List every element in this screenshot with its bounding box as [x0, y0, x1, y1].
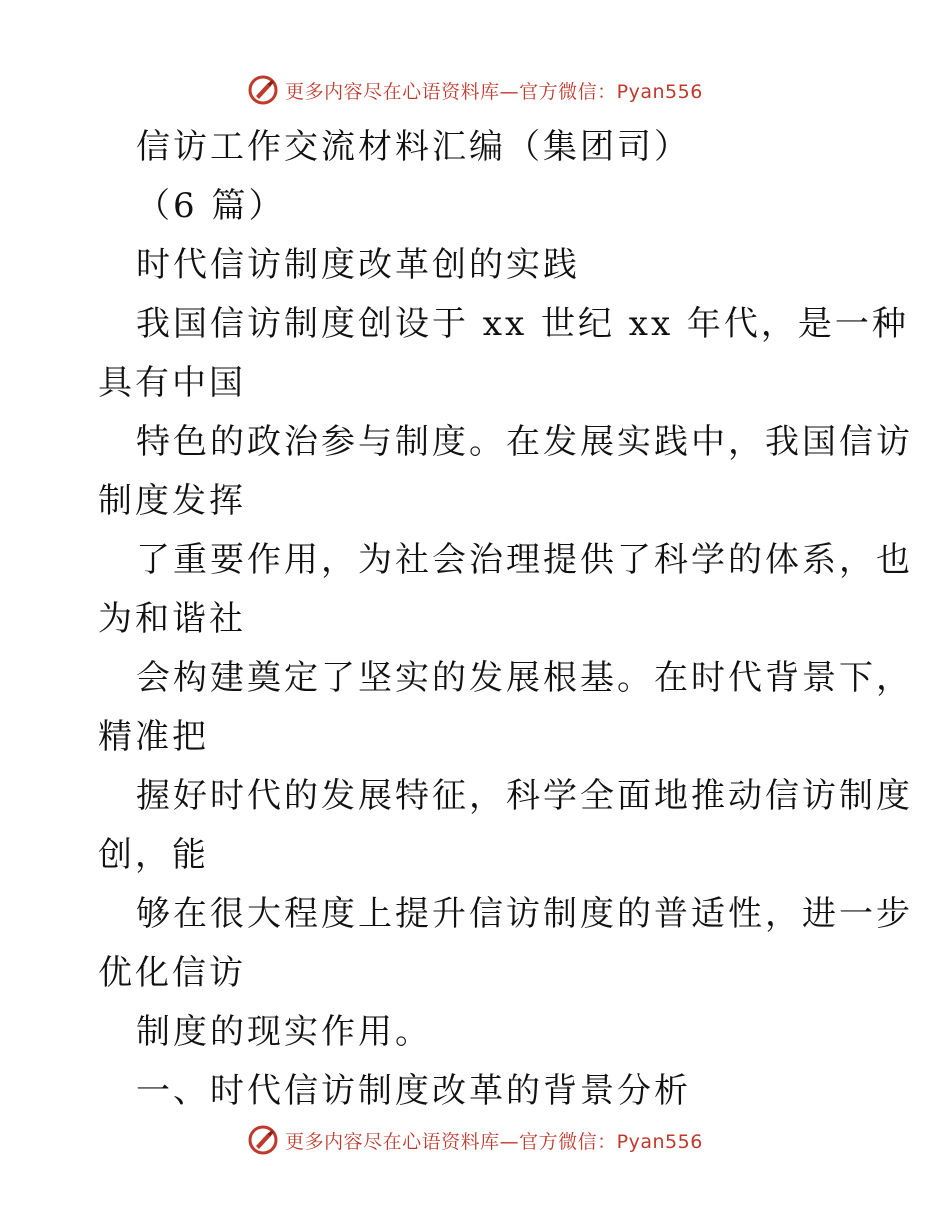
paragraph-line: 制度发挥 [98, 481, 246, 521]
paragraph-line: 为和谐社 [98, 599, 246, 639]
paragraph-line: 够在很大程度上提升信访制度的普适性，进一步 [136, 894, 913, 934]
document-subtitle: （6 篇） [136, 186, 286, 226]
watermark-header [0, 74, 950, 106]
document-title: 信访工作交流材料汇编（集团司） [136, 127, 691, 167]
watermark-footer [0, 1124, 950, 1156]
paragraph-line: 创，能 [98, 835, 209, 875]
paragraph-line: 制度的现实作用。 [136, 1012, 432, 1052]
section-title: 时代信访制度改革创的实践 [136, 245, 580, 285]
paragraph-line: 会构建奠定了坚实的发展根基。在时代背景下， [136, 658, 913, 698]
paragraph-line: 握好时代的发展特征，科学全面地推动信访制度 [136, 776, 913, 816]
paragraph-line: 精准把 [98, 717, 209, 757]
watermark-text: 更多内容尽在心语资料库—官方微信：Pyan556 [285, 1130, 703, 1153]
paragraph-line: 我国信访制度创设于 xx 世纪 xx 年代，是一种 [136, 304, 909, 344]
paragraph-line: 具有中国 [98, 363, 246, 403]
watermark-text: 更多内容尽在心语资料库—官方微信：Pyan556 [285, 80, 703, 103]
section-heading: 一、时代信访制度改革的背景分析 [136, 1071, 691, 1111]
document-body [98, 118, 913, 1121]
paragraph-line: 了重要作用，为社会治理提供了科学的体系，也 [136, 540, 913, 580]
paragraph-line: 特色的政治参与制度。在发展实践中，我国信访 [136, 422, 913, 462]
pen-seal-logo-icon [247, 74, 279, 106]
paragraph-line: 优化信访 [98, 953, 246, 993]
pen-seal-logo-icon [247, 1124, 279, 1156]
